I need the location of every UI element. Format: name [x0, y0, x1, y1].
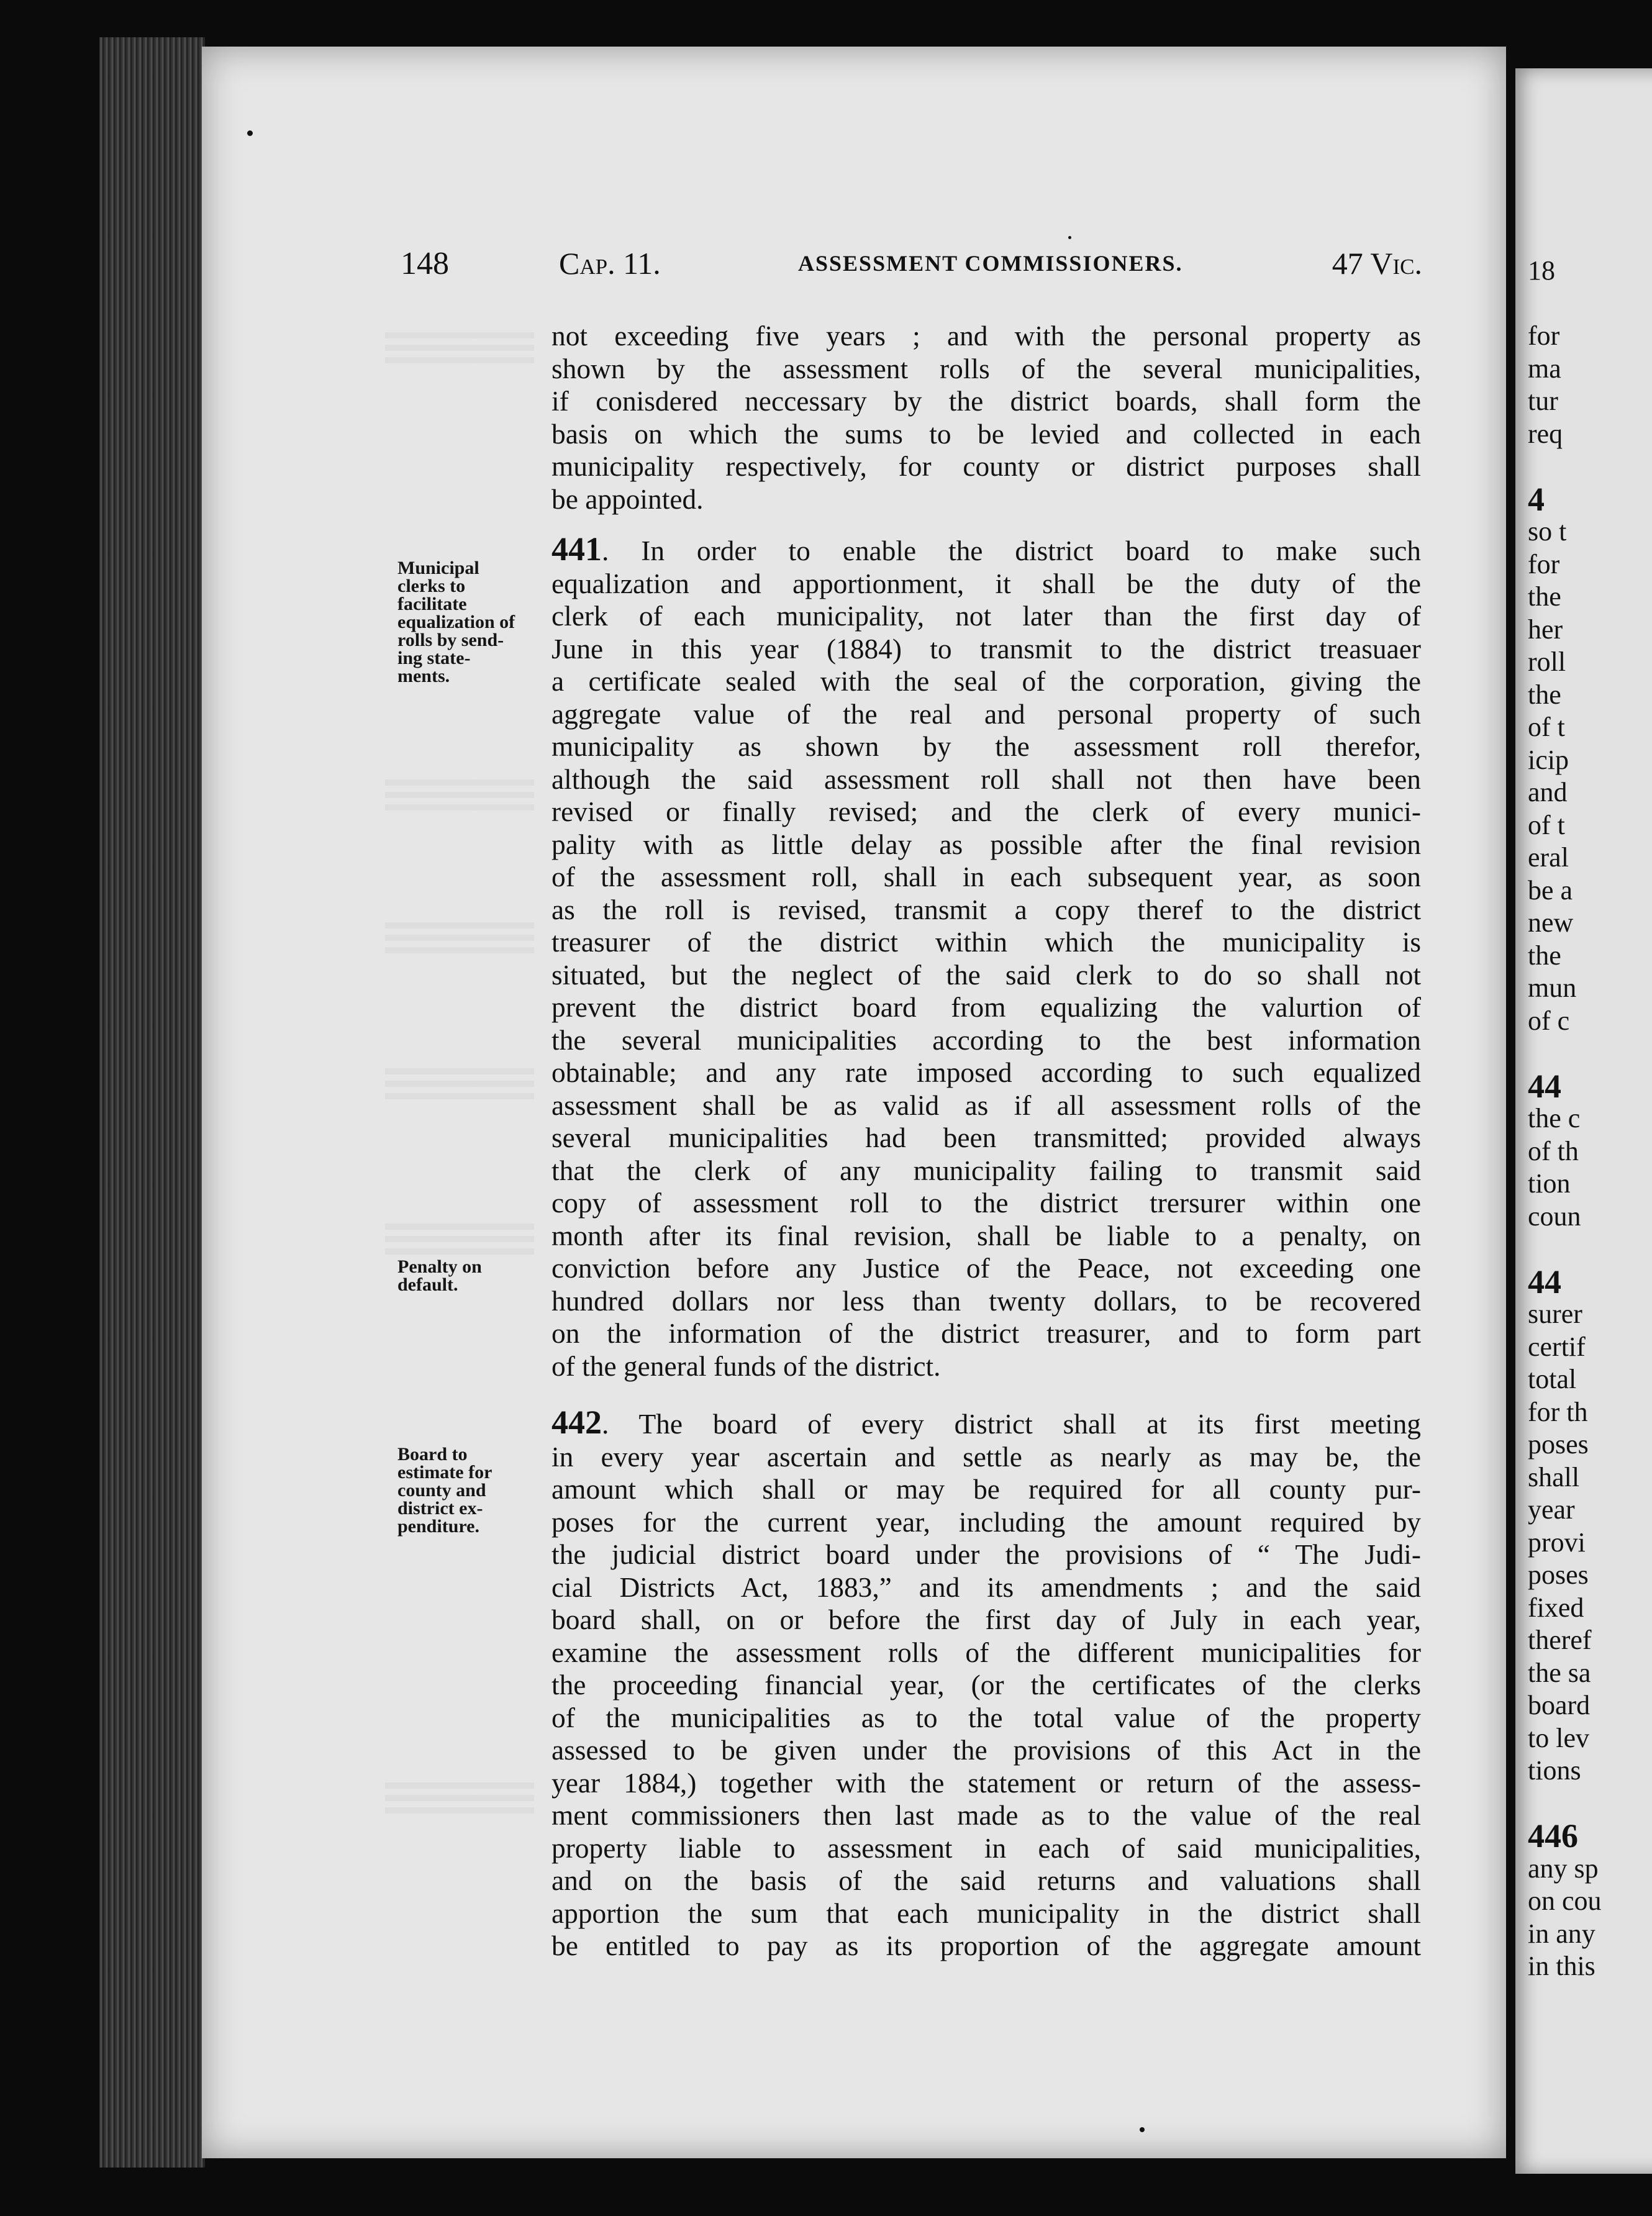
running-header [401, 245, 1422, 289]
text-line: year 1884,) together with the statement or return of the assess- [551, 1767, 1421, 1799]
text-line: not exceeding five years ; and with the personal property as [551, 320, 1421, 352]
next-page-fragment: for [1528, 320, 1560, 351]
next-page-fragment: to lev [1528, 1722, 1589, 1753]
next-page-fragment: certif [1528, 1331, 1586, 1362]
text-line: board shall, on or before the first day of July in each year, [551, 1604, 1421, 1635]
next-page-fragment: provi [1528, 1527, 1586, 1558]
page-right-partial [1515, 68, 1652, 2174]
next-page-fragment: tion [1528, 1168, 1571, 1199]
sidenote-line: ing state- [397, 648, 471, 668]
next-page-fragment: theref [1528, 1625, 1592, 1655]
next-page-fragment [1528, 288, 1602, 320]
next-page-fragment [1528, 450, 1602, 483]
text-line: apportion the sum that each municipality in the district shall [551, 1897, 1421, 1929]
next-page-fragment: total [1528, 1364, 1577, 1394]
text-line: property liable to assessment in each of said municipalities, [551, 1832, 1421, 1864]
next-page-fragment [1528, 1787, 1602, 1820]
text-line: treasurer of the district within which the municipality is [551, 927, 1421, 958]
next-page-fragment: new [1528, 907, 1574, 938]
next-page-fragment: 4 [1528, 480, 1545, 518]
next-page-fragment: and [1528, 777, 1568, 807]
bleed-through-mark [385, 1062, 534, 1099]
sidenote-line: default. [397, 1274, 458, 1295]
sidenote-441 [397, 559, 553, 685]
next-page-fragment: in any [1528, 1918, 1595, 1949]
bleed-through-mark [385, 916, 534, 953]
text-line: municipality respectively, for county or district purposes shall [551, 451, 1421, 482]
text-line: in every year ascertain and settle as nearly as may be, the [551, 1441, 1421, 1473]
next-page-fragment: tur [1528, 386, 1558, 416]
text-line: several municipalities had been transmitted; provided always [551, 1122, 1421, 1153]
text-line: clerk of each municipality, not later than the first day of [551, 601, 1421, 632]
text-line: pality with as little delay as possible after the final revision [551, 829, 1421, 860]
text-line: the several municipalities according to the best information [551, 1024, 1421, 1056]
text-line: municipality as shown by the assessment roll therefor, [551, 731, 1421, 762]
section-number: 441 [551, 530, 602, 568]
sidenote-line: Penalty on [397, 1256, 482, 1277]
text-line: obtainable; and any rate imposed according to such equalized [551, 1057, 1421, 1088]
text-line: assessment shall be as valid as if all assessment rolls of the [551, 1089, 1421, 1121]
bleed-through-mark [385, 1217, 534, 1255]
text-line: and on the basis of the said returns and valuations shall [551, 1865, 1421, 1896]
text-line: shown by the assessment rolls of the several municipalities, [551, 353, 1421, 384]
next-page-fragment: her [1528, 614, 1563, 645]
sidenote-line: district ex- [397, 1498, 483, 1519]
text-line: ment commissioners then last made as to the value of the real [551, 1800, 1421, 1831]
next-page-fragment: coun [1528, 1201, 1581, 1232]
text-line: basis on which the sums to be levied and collected in each [551, 418, 1421, 450]
next-page-fragment: for th [1528, 1396, 1588, 1427]
sidenote-line: Municipal [397, 558, 479, 578]
next-page-fragment: eral [1528, 842, 1569, 873]
running-title: ASSESSMENT COMMISSIONERS. [798, 251, 1183, 276]
next-page-fragment: in this [1528, 1951, 1595, 1981]
next-page-fragment: shall [1528, 1461, 1580, 1492]
next-page-fragment: poses [1528, 1560, 1589, 1590]
section-first-line: . The board of every district shall at its first meeting [602, 1409, 1421, 1440]
paragraph-intro [551, 320, 1421, 515]
text-line: of the municipalities as to the total value of the property [551, 1702, 1421, 1733]
next-page-fragment: be a [1528, 874, 1573, 906]
next-page-fragment: the [1528, 581, 1561, 612]
text-line: June in this year (1884) to transmit to the district treasuaer [551, 633, 1421, 665]
next-page-fragment: mun [1528, 973, 1577, 1003]
bleed-through-mark [385, 773, 534, 811]
sidenote-line: estimate for [397, 1462, 492, 1483]
page-number: 148 [401, 246, 449, 281]
next-page-fragment: req [1528, 418, 1563, 449]
next-page-fragment: the [1528, 940, 1561, 971]
next-page-fragment: of t [1528, 809, 1565, 840]
next-page-fragment: of t [1528, 712, 1565, 742]
text-line: copy of assessment roll to the district trersurer within one [551, 1187, 1421, 1219]
next-page-fragment: 18 [1528, 255, 1555, 286]
text-line: on the information of the district treasurer, and to form part [551, 1318, 1421, 1349]
next-page-fragment: poses [1528, 1429, 1589, 1460]
dust-speck [1068, 236, 1071, 239]
next-page-column [1528, 255, 1602, 1983]
text-line: the judicial district board under the provisions of “ The Judi- [551, 1539, 1421, 1570]
next-page-fragment: the [1528, 679, 1561, 710]
next-page-fragment: the c [1528, 1103, 1581, 1133]
next-page-fragment: of c [1528, 1005, 1570, 1036]
text-line: hundred dollars nor less than twenty dollars, to be recovered [551, 1285, 1421, 1317]
sidenote-line: equalization of [397, 612, 515, 632]
next-page-fragment: for [1528, 548, 1560, 579]
text-line: amount which shall or may be required for all county pur- [551, 1474, 1421, 1505]
next-page-fragment: of th [1528, 1135, 1579, 1166]
text-line: the proceeding financial year, (or the certificates of the clerks [551, 1669, 1421, 1701]
dust-speck [1140, 2127, 1145, 2132]
next-page-fragment: the sa [1528, 1657, 1591, 1688]
next-page-fragment: any sp [1528, 1853, 1599, 1884]
book-spine-edge [99, 37, 205, 2168]
sidenote-line: rolls by send- [397, 630, 504, 650]
text-line: if conisdered neccessary by the district boards, shall form the [551, 386, 1421, 417]
text-line: of the assessment roll, shall in each subsequent year, as soon [551, 861, 1421, 892]
text-line: of the general funds of the district. [551, 1350, 941, 1382]
text-line: equalization and apportionment, it shall be the duty of the [551, 568, 1421, 599]
text-line: cial Districts Act, 1883,” and its amendments ; and the said [551, 1571, 1421, 1603]
next-page-fragment: board [1528, 1690, 1591, 1720]
next-page-fragment: on cou [1528, 1886, 1602, 1916]
main-text [551, 320, 1421, 1963]
sidenote-line: Board to [397, 1444, 468, 1464]
sidenote-line: penditure. [397, 1516, 479, 1537]
next-page-fragment: roll [1528, 647, 1566, 677]
next-page-fragment: so t [1528, 516, 1567, 547]
text-line: month after its final revision, shall be liable to a penalty, on [551, 1220, 1421, 1251]
text-line: revised or finally revised; and the clerk of every munici- [551, 796, 1421, 827]
section-442 [551, 1406, 1421, 1963]
text-line: poses for the current year, including the amount required by [551, 1506, 1421, 1538]
bleed-through-mark [385, 326, 534, 363]
text-line: a certificate sealed with the seal of the corporation, giving the [551, 666, 1421, 697]
dust-speck [247, 130, 253, 136]
next-page-fragment [1528, 1233, 1602, 1266]
sidenote-penalty [397, 1258, 553, 1294]
text-line: aggregate value of the real and personal property of such [551, 698, 1421, 730]
next-page-fragment: ma [1528, 353, 1561, 384]
next-page-fragment: surer [1528, 1299, 1582, 1329]
sidenote-442 [397, 1445, 553, 1535]
next-page-fragment [1528, 1037, 1602, 1070]
text-line: as the roll is revised, transmit a copy theref to the district [551, 894, 1421, 925]
section-first-line: . In order to enable the district board to make such [602, 535, 1421, 566]
sidenote-line: ments. [397, 666, 450, 686]
text-line: that the clerk of any municipality failing to transmit said [551, 1155, 1421, 1186]
section-441 [551, 530, 1421, 1383]
regnal-year: 47 Vic. [1332, 246, 1422, 281]
text-line: examine the assessment rolls of the different municipalities for [551, 1637, 1421, 1668]
sidenote-line: facilitate [397, 594, 467, 614]
text-line: although the said assessment roll shall not then have been [551, 763, 1421, 795]
next-page-fragment: icip [1528, 744, 1569, 775]
sidenote-line: county and [397, 1480, 486, 1501]
text-line: conviction before any Justice of the Peace, not exceeding one [551, 1253, 1421, 1284]
next-page-fragment: 44 [1528, 1263, 1561, 1301]
text-line: prevent the district board from equalizing the valurtion of [551, 992, 1421, 1023]
text-line: be appointed. [551, 483, 704, 515]
text-line: assessed to be given under the provisions of this Act in the [551, 1735, 1421, 1766]
next-page-fragment: fixed [1528, 1592, 1584, 1623]
next-page-fragment: year [1528, 1494, 1575, 1525]
bleed-through-mark [385, 1776, 534, 1814]
chapter-label: Cap. 11. [559, 246, 661, 281]
text-line: situated, but the neglect of the said clerk to do so shall not [551, 959, 1421, 991]
sidenote-line: clerks to [397, 576, 466, 596]
next-page-fragment: 446 [1528, 1817, 1578, 1855]
next-page-fragment: 44 [1528, 1067, 1561, 1105]
next-page-fragment: tions [1528, 1755, 1581, 1786]
section-number: 442 [551, 1404, 602, 1441]
text-line: be entitled to pay as its proportion of the aggregate amount [551, 1930, 1421, 1961]
